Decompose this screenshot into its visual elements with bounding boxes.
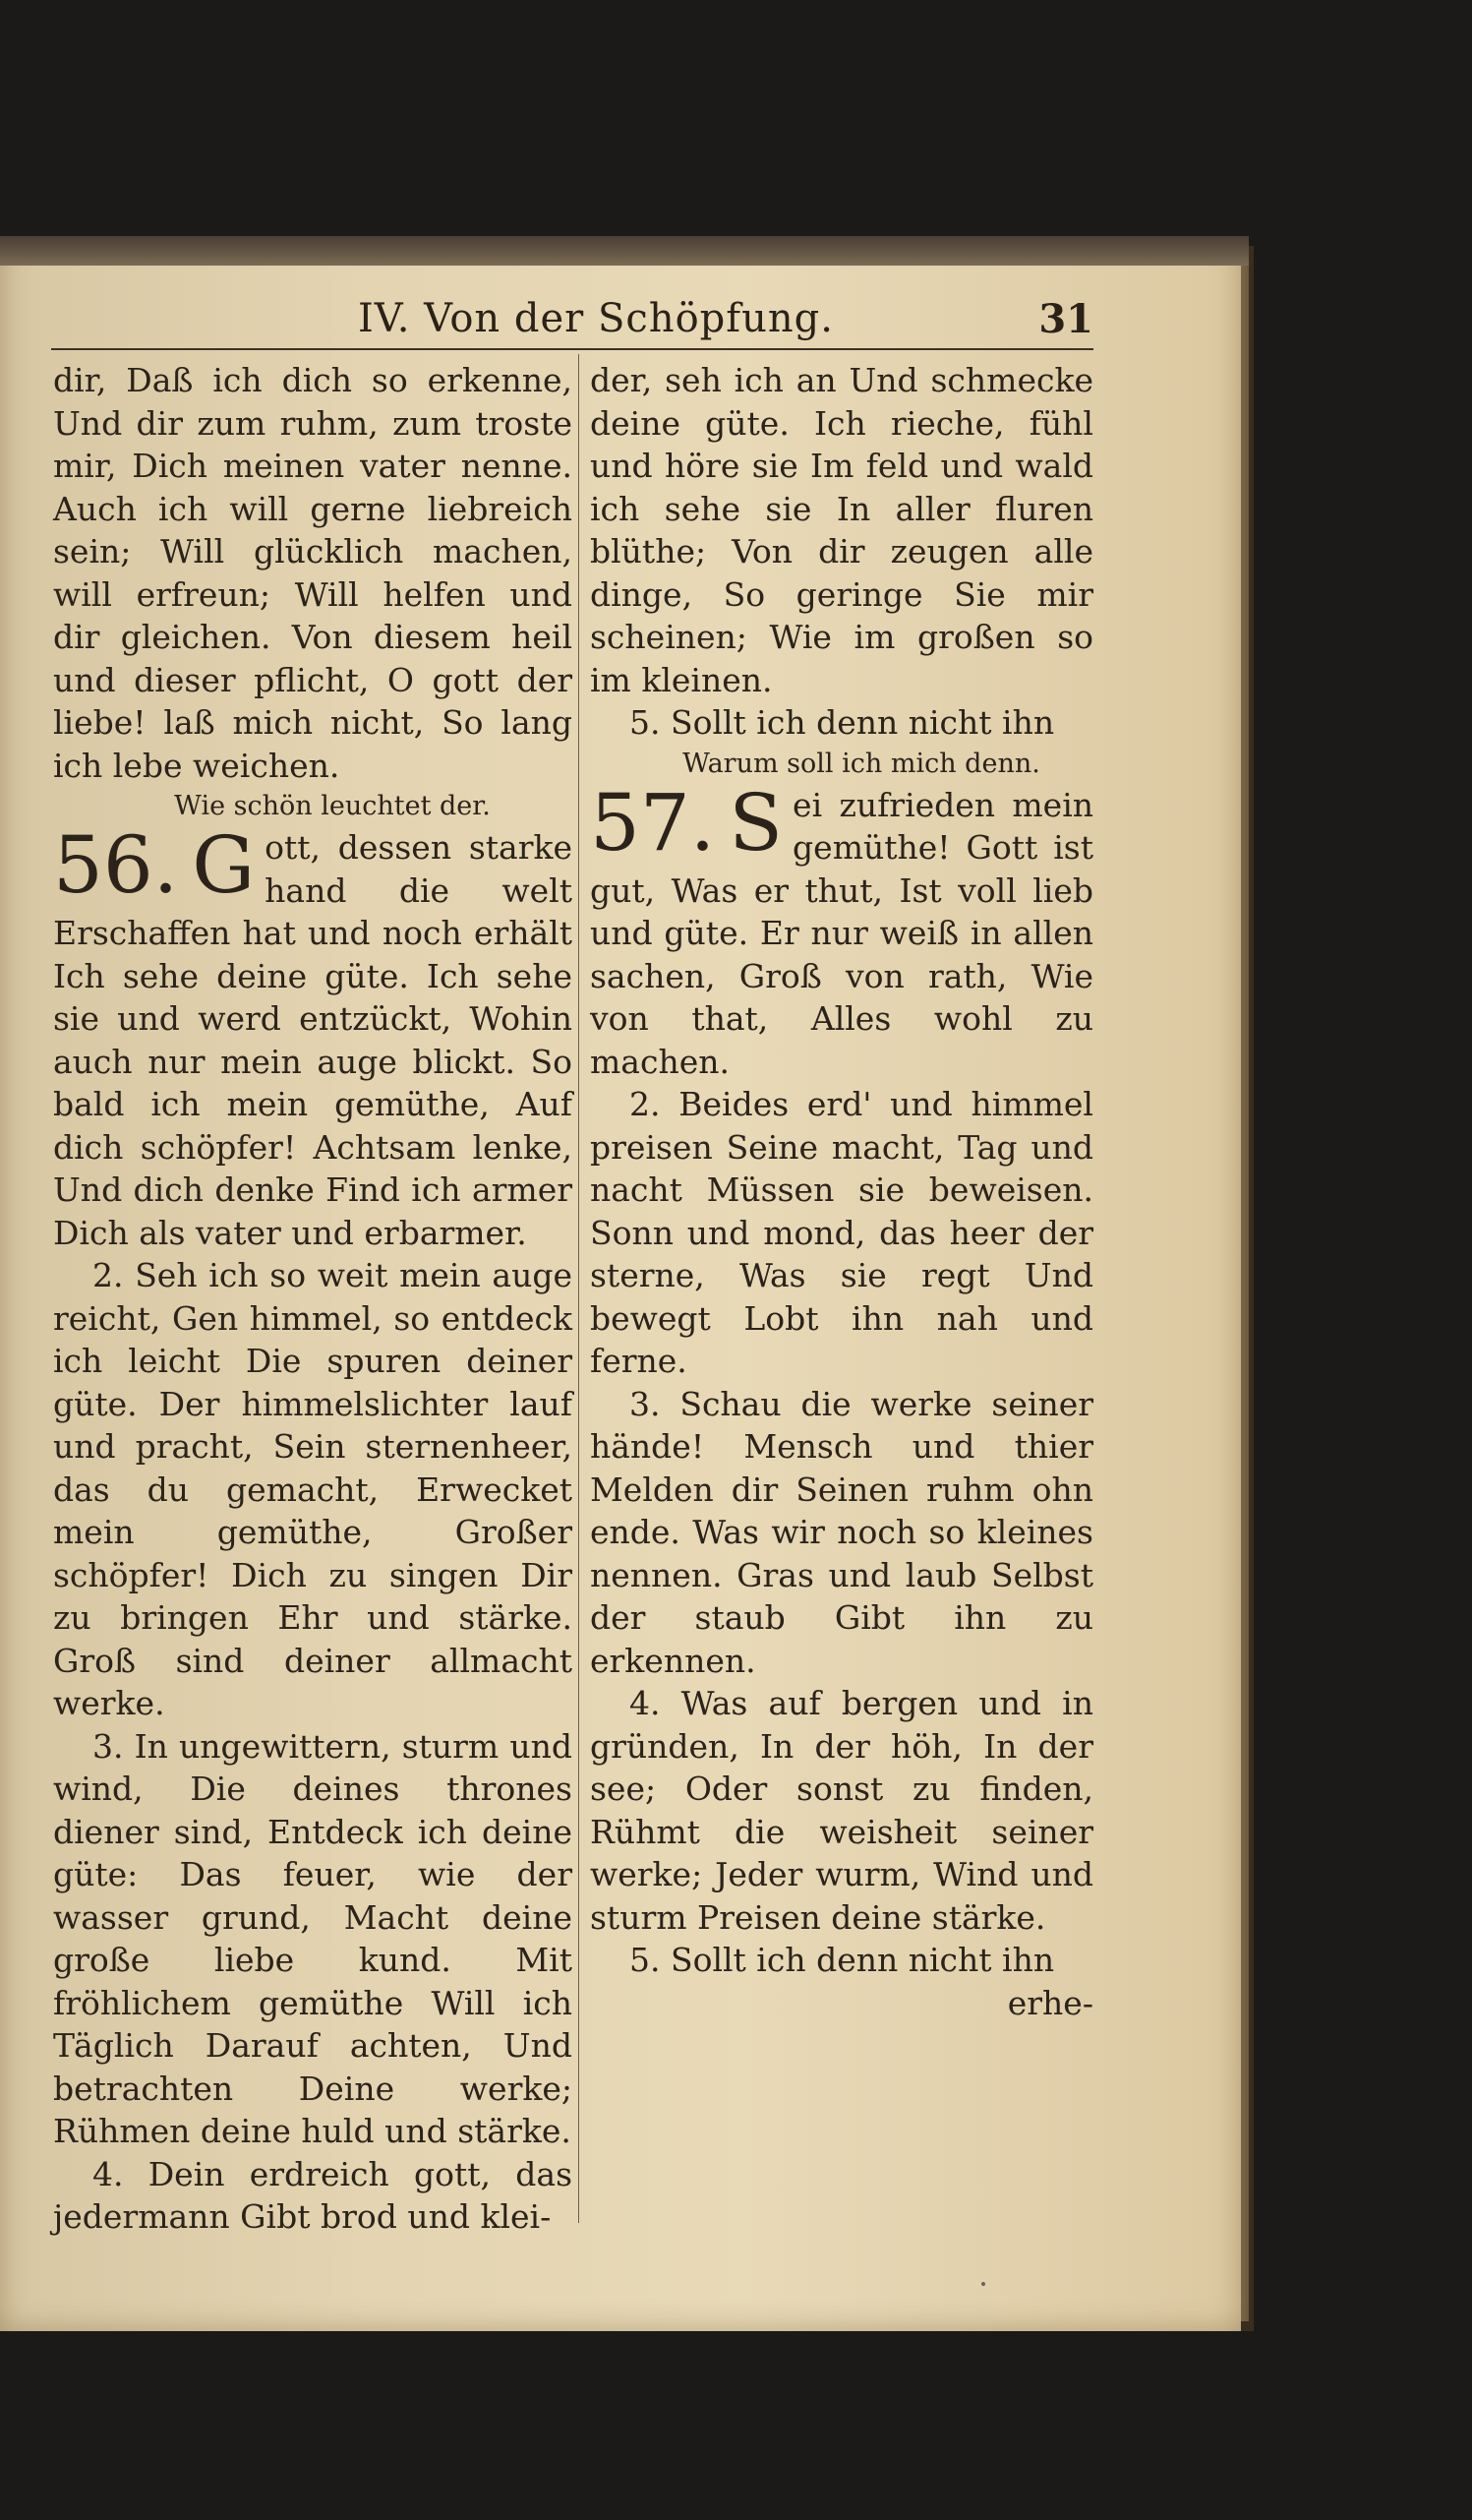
verse-3: 3. Schau die werke seiner hände! Mensch und thier Melden dir Seinen ruhm ohn ende. Was wir noch so kleines nennen. Gras und laub Selbst der staub Gibt ihn zu erkennen. xyxy=(590,1384,1093,1680)
hymn-56 xyxy=(53,819,572,1254)
hymn-number: 57. xyxy=(590,776,716,869)
chapter-title: IV. Von der Schöpfung. xyxy=(358,296,834,341)
verse-2: 2. Beides erd' und himmel preisen Seine macht, Tag und nacht Müssen sie beweisen. Sonn und mond, das heer der sterne, Was sie regt Und bewegt Lobt ihn nah und ferne. xyxy=(590,1085,1093,1380)
left-column xyxy=(53,359,572,2239)
verse-5: 5. Sollt ich denn nicht ihn xyxy=(629,1941,1055,1979)
verse-4: 4. Was auf bergen und in gründen, In der höh, In der see; Oder sonst zu finden, Rühmt die weisheit seiner werke; Jeder wurm, Wind und sturm Preisen deine stärke. xyxy=(590,1684,1093,1937)
melody-line: Warum soll ich mich denn. xyxy=(682,748,1040,779)
verse-3: 3. In ungewittern, sturm und wind, Die deines thrones diener sind, Entdeck ich deine güte: Das feuer, wie der wasser grund, Macht deine große liebe kund. Mit fröhlichem gemüthe Will ich Täglich Darauf achten, Und betrachten Deine werke; Rühmen deine huld und stärke. xyxy=(53,1726,572,2150)
running-header xyxy=(51,290,1093,345)
catchword: erhe- xyxy=(1007,1983,1093,2022)
book-top-edge xyxy=(0,236,1249,266)
column-divider xyxy=(578,354,579,2223)
header-rule xyxy=(51,348,1093,350)
verse-5: 5. Sollt ich denn nicht ihn xyxy=(629,703,1055,742)
drop-initial: S xyxy=(729,776,784,869)
verse-2: 2. Seh ich so weit mein auge reicht, Gen himmel, so entdeck ich leicht Die spuren deiner güte. Der himmelslichter lauf und pracht, Sein sternenheer, das du gemacht, Erwecket mein gemüthe, Großer schöpfer! Dich zu singen Dir zu bringen Ehr und stärke. Groß sind deiner allmacht werke. xyxy=(53,1256,572,1722)
page-number: 31 xyxy=(1038,296,1093,342)
hymn-57 xyxy=(590,776,1093,1084)
hymn-text: ei zufrieden mein gemüthe! Gott ist gut, Was er thut, Ist voll lieb und güte. Er nur weiß in allen sachen, Groß von rath, Wie von that, Alles wohl zu machen. xyxy=(590,785,1093,1081)
melody-line: Wie schön leuchtet der. xyxy=(174,791,491,821)
verse-continuation: der, seh ich an Und schmecke deine güte. Ich rieche, fühl und höre sie Im feld und wald ich sehe sie In aller fluren blüthe; Von dir zeugen alle dinge, So geringe Sie mir scheinen; Wie im großen so im kleinen. xyxy=(590,361,1093,699)
verse-4: 4. Dein erdreich gott, das jedermann Gibt brod und klei- xyxy=(53,2154,572,2236)
right-column xyxy=(590,359,1093,2024)
hymn-continuation: dir, Daß ich dich so erkenne, Und dir zum ruhm, zum troste mir, Dich meinen vater nenne. Auch ich will gerne liebreich sein; Will glücklich machen, will erfreun; Will helfen und dir gleichen. Von diesem heil und dieser pflicht, O gott der liebe! laß mich nicht, So lang ich lebe weichen. xyxy=(53,361,572,785)
drop-initial: G xyxy=(192,819,256,911)
hymn-text: ott, dessen starke hand die welt Erschaffen hat und noch erhält Ich sehe deine güte. Ich sehe sie und werd entzückt, Wohin auch nur mein auge blickt. So bald ich mein gemüthe, Auf dich schöpfer! Achtsam lenke, Und dich denke Find ich armer Dich als vater und erbarmer. xyxy=(53,828,572,1252)
hymn-number: 56. xyxy=(53,819,179,911)
pencil-mark xyxy=(981,2282,985,2286)
